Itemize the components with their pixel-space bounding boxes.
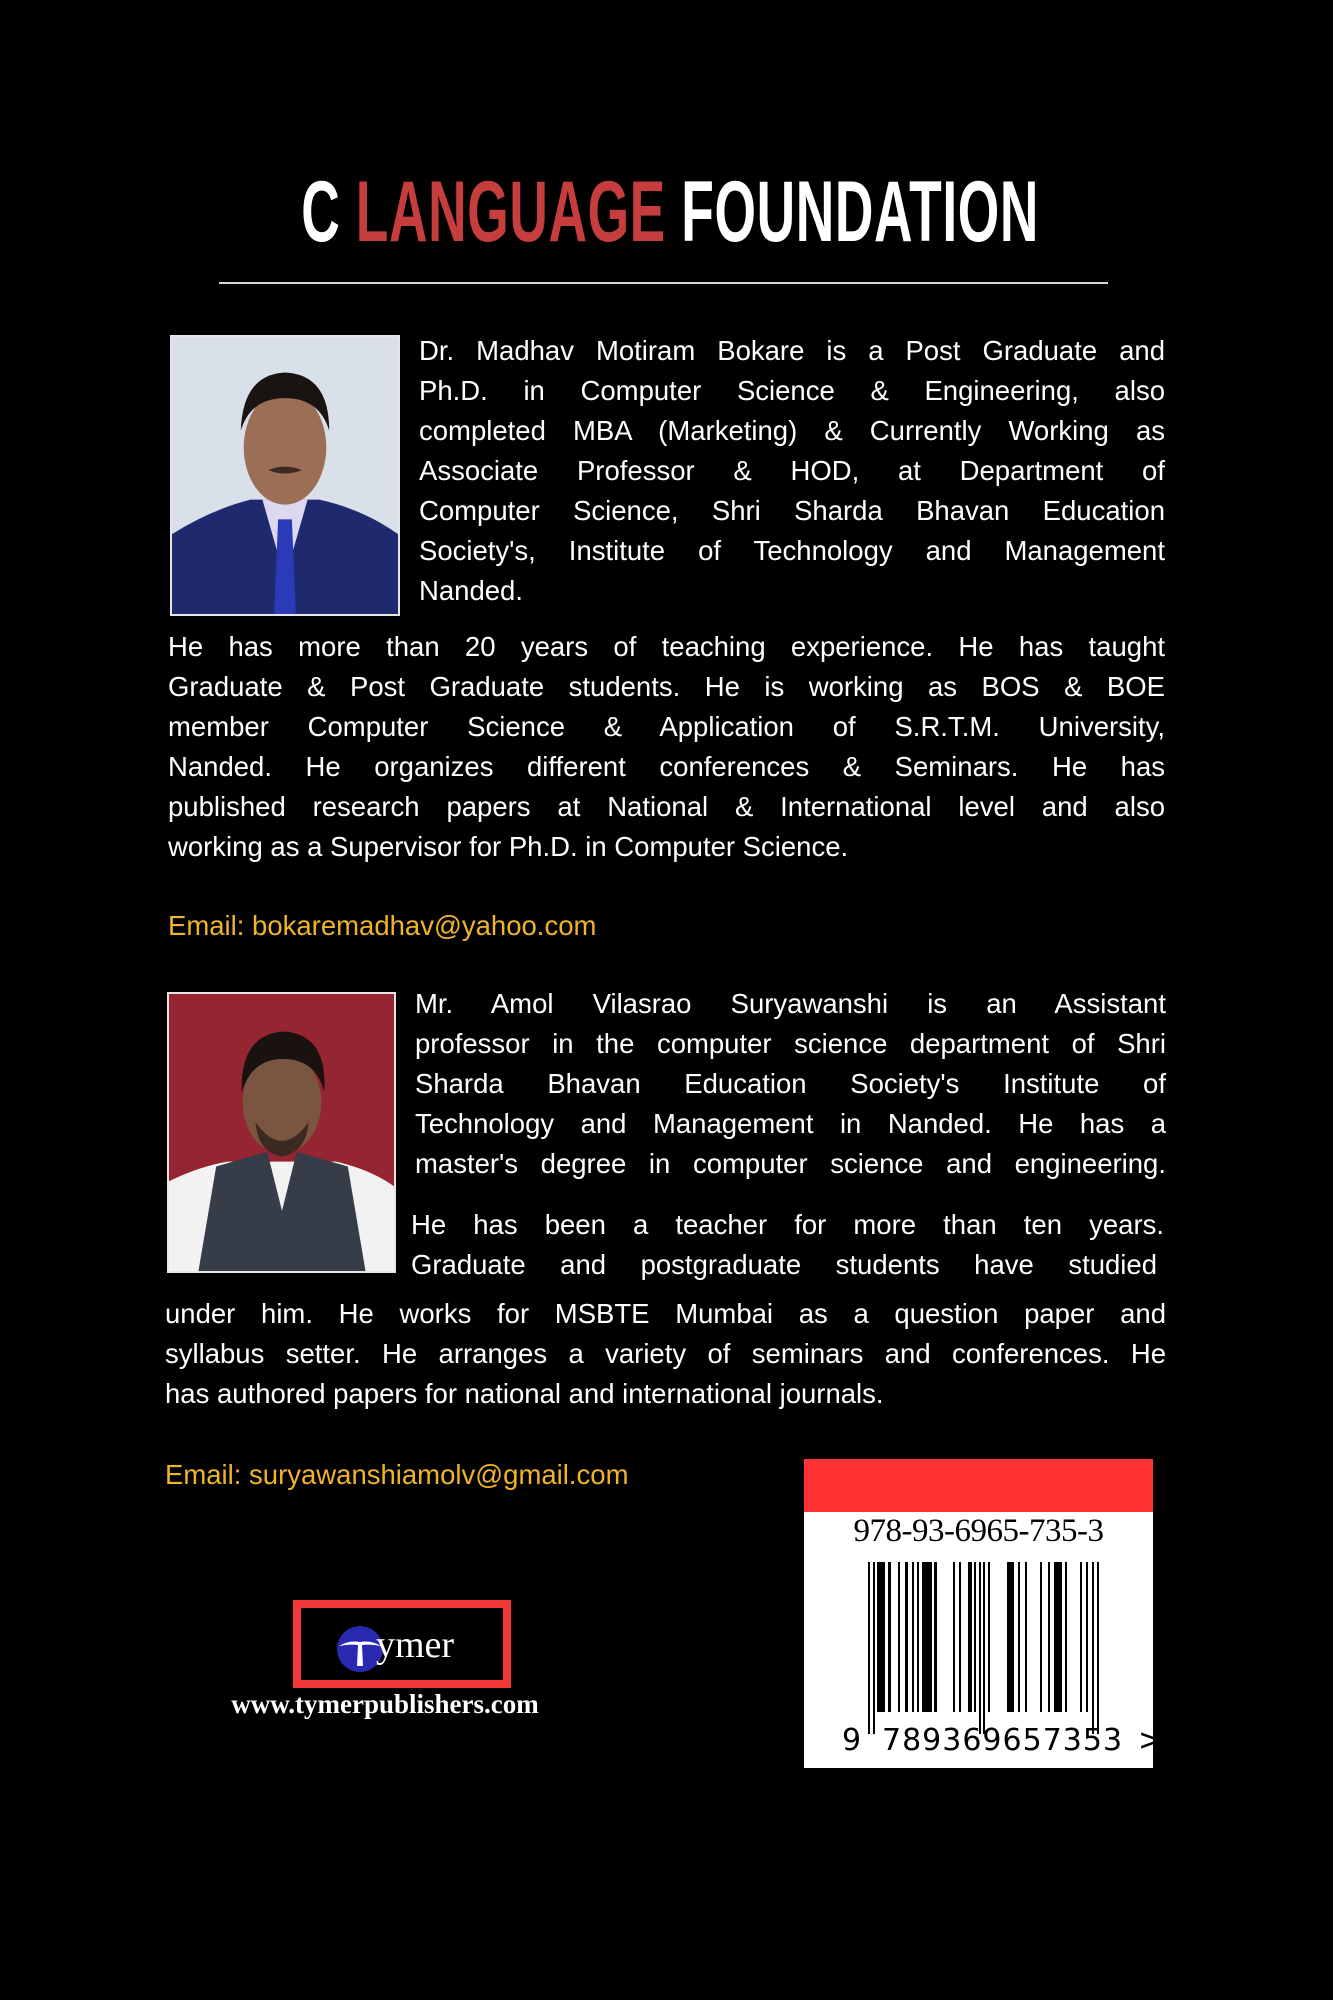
bio-line: Dr. Madhav Motiram Bokare is a Post Graduate and xyxy=(419,335,1165,366)
bio-line: completed MBA (Marketing) & Currently Working as xyxy=(419,415,1165,446)
title-part-foundation: FOUNDATION xyxy=(681,164,1039,260)
book-title xyxy=(257,162,1083,262)
bio-line: under him. He works for MSBTE Mumbai as a question paper and xyxy=(165,1298,1166,1329)
title-divider xyxy=(219,282,1108,284)
title-part-c: C xyxy=(301,164,341,260)
bio-line: master's degree in computer science and engineering. xyxy=(415,1148,1166,1179)
barcode-trailing-mark: > xyxy=(1138,1723,1164,1758)
barcode-digits xyxy=(842,1721,1164,1761)
publisher-logo-box xyxy=(293,1600,511,1688)
bio-line: Nanded. xyxy=(419,575,523,606)
bio-line: Nanded. He organizes different conferences & Seminars. He has xyxy=(168,751,1165,782)
bio-line: Graduate & Post Graduate students. He is working as BOS & BOE xyxy=(168,671,1165,702)
bio-line: He has more than 20 years of teaching experience. He has taught xyxy=(168,631,1165,662)
author-2-email[interactable]: Email: suryawanshiamolv@gmail.com xyxy=(165,1459,629,1490)
bio-line: Society's, Institute of Technology and Management xyxy=(419,535,1165,566)
bio-line: Mr. Amol Vilasrao Suryawanshi is an Assistant xyxy=(415,988,1166,1019)
bio-line: professor in the computer science department of Shri xyxy=(415,1028,1166,1059)
bio-line: Ph.D. in Computer Science & Engineering, also xyxy=(419,375,1165,406)
bio-line: member Computer Science & Application of S.R.T.M. University, xyxy=(168,711,1165,742)
bio-line: Graduate and postgraduate students have studied xyxy=(411,1249,1157,1280)
author-1-photo xyxy=(170,335,400,616)
isbn-number: 978-93-6965-735-3 xyxy=(853,1513,1104,1549)
person-portrait-icon xyxy=(172,337,398,614)
bio-line: Technology and Management in Nanded. He has a xyxy=(415,1108,1166,1139)
barcode-icon xyxy=(868,1562,1100,1734)
barcode-first-digit: 9 xyxy=(842,1723,862,1758)
publisher-name: ymer xyxy=(376,1624,455,1666)
bio-line: Sharda Bhavan Education Society's Institute of xyxy=(415,1068,1166,1099)
bio-line: He has been a teacher for more than ten years. xyxy=(411,1209,1164,1240)
bio-line: Associate Professor & HOD, at Department of xyxy=(419,455,1165,486)
bio-line: has authored papers for national and international journals. xyxy=(165,1378,884,1409)
bio-line: syllabus setter. He arranges a variety of seminars and conferences. He xyxy=(165,1338,1166,1369)
bio-line: Computer Science, Shri Sharda Bhavan Education xyxy=(419,495,1165,526)
author-2-photo xyxy=(167,992,396,1273)
author-1-email[interactable]: Email: bokaremadhav@yahoo.com xyxy=(168,910,597,941)
person-portrait-icon xyxy=(169,994,394,1271)
title-part-language: LANGUAGE xyxy=(355,164,666,260)
bio-line: working as a Supervisor for Ph.D. in Computer Science. xyxy=(168,831,849,862)
bio-line: published research papers at National & International level and also xyxy=(168,791,1165,822)
isbn-red-band xyxy=(804,1459,1153,1512)
isbn-barcode-block xyxy=(804,1459,1164,1768)
barcode-digit-string: 789369657353 xyxy=(882,1723,1124,1758)
publisher-url[interactable]: www.tymerpublishers.com xyxy=(231,1689,539,1719)
